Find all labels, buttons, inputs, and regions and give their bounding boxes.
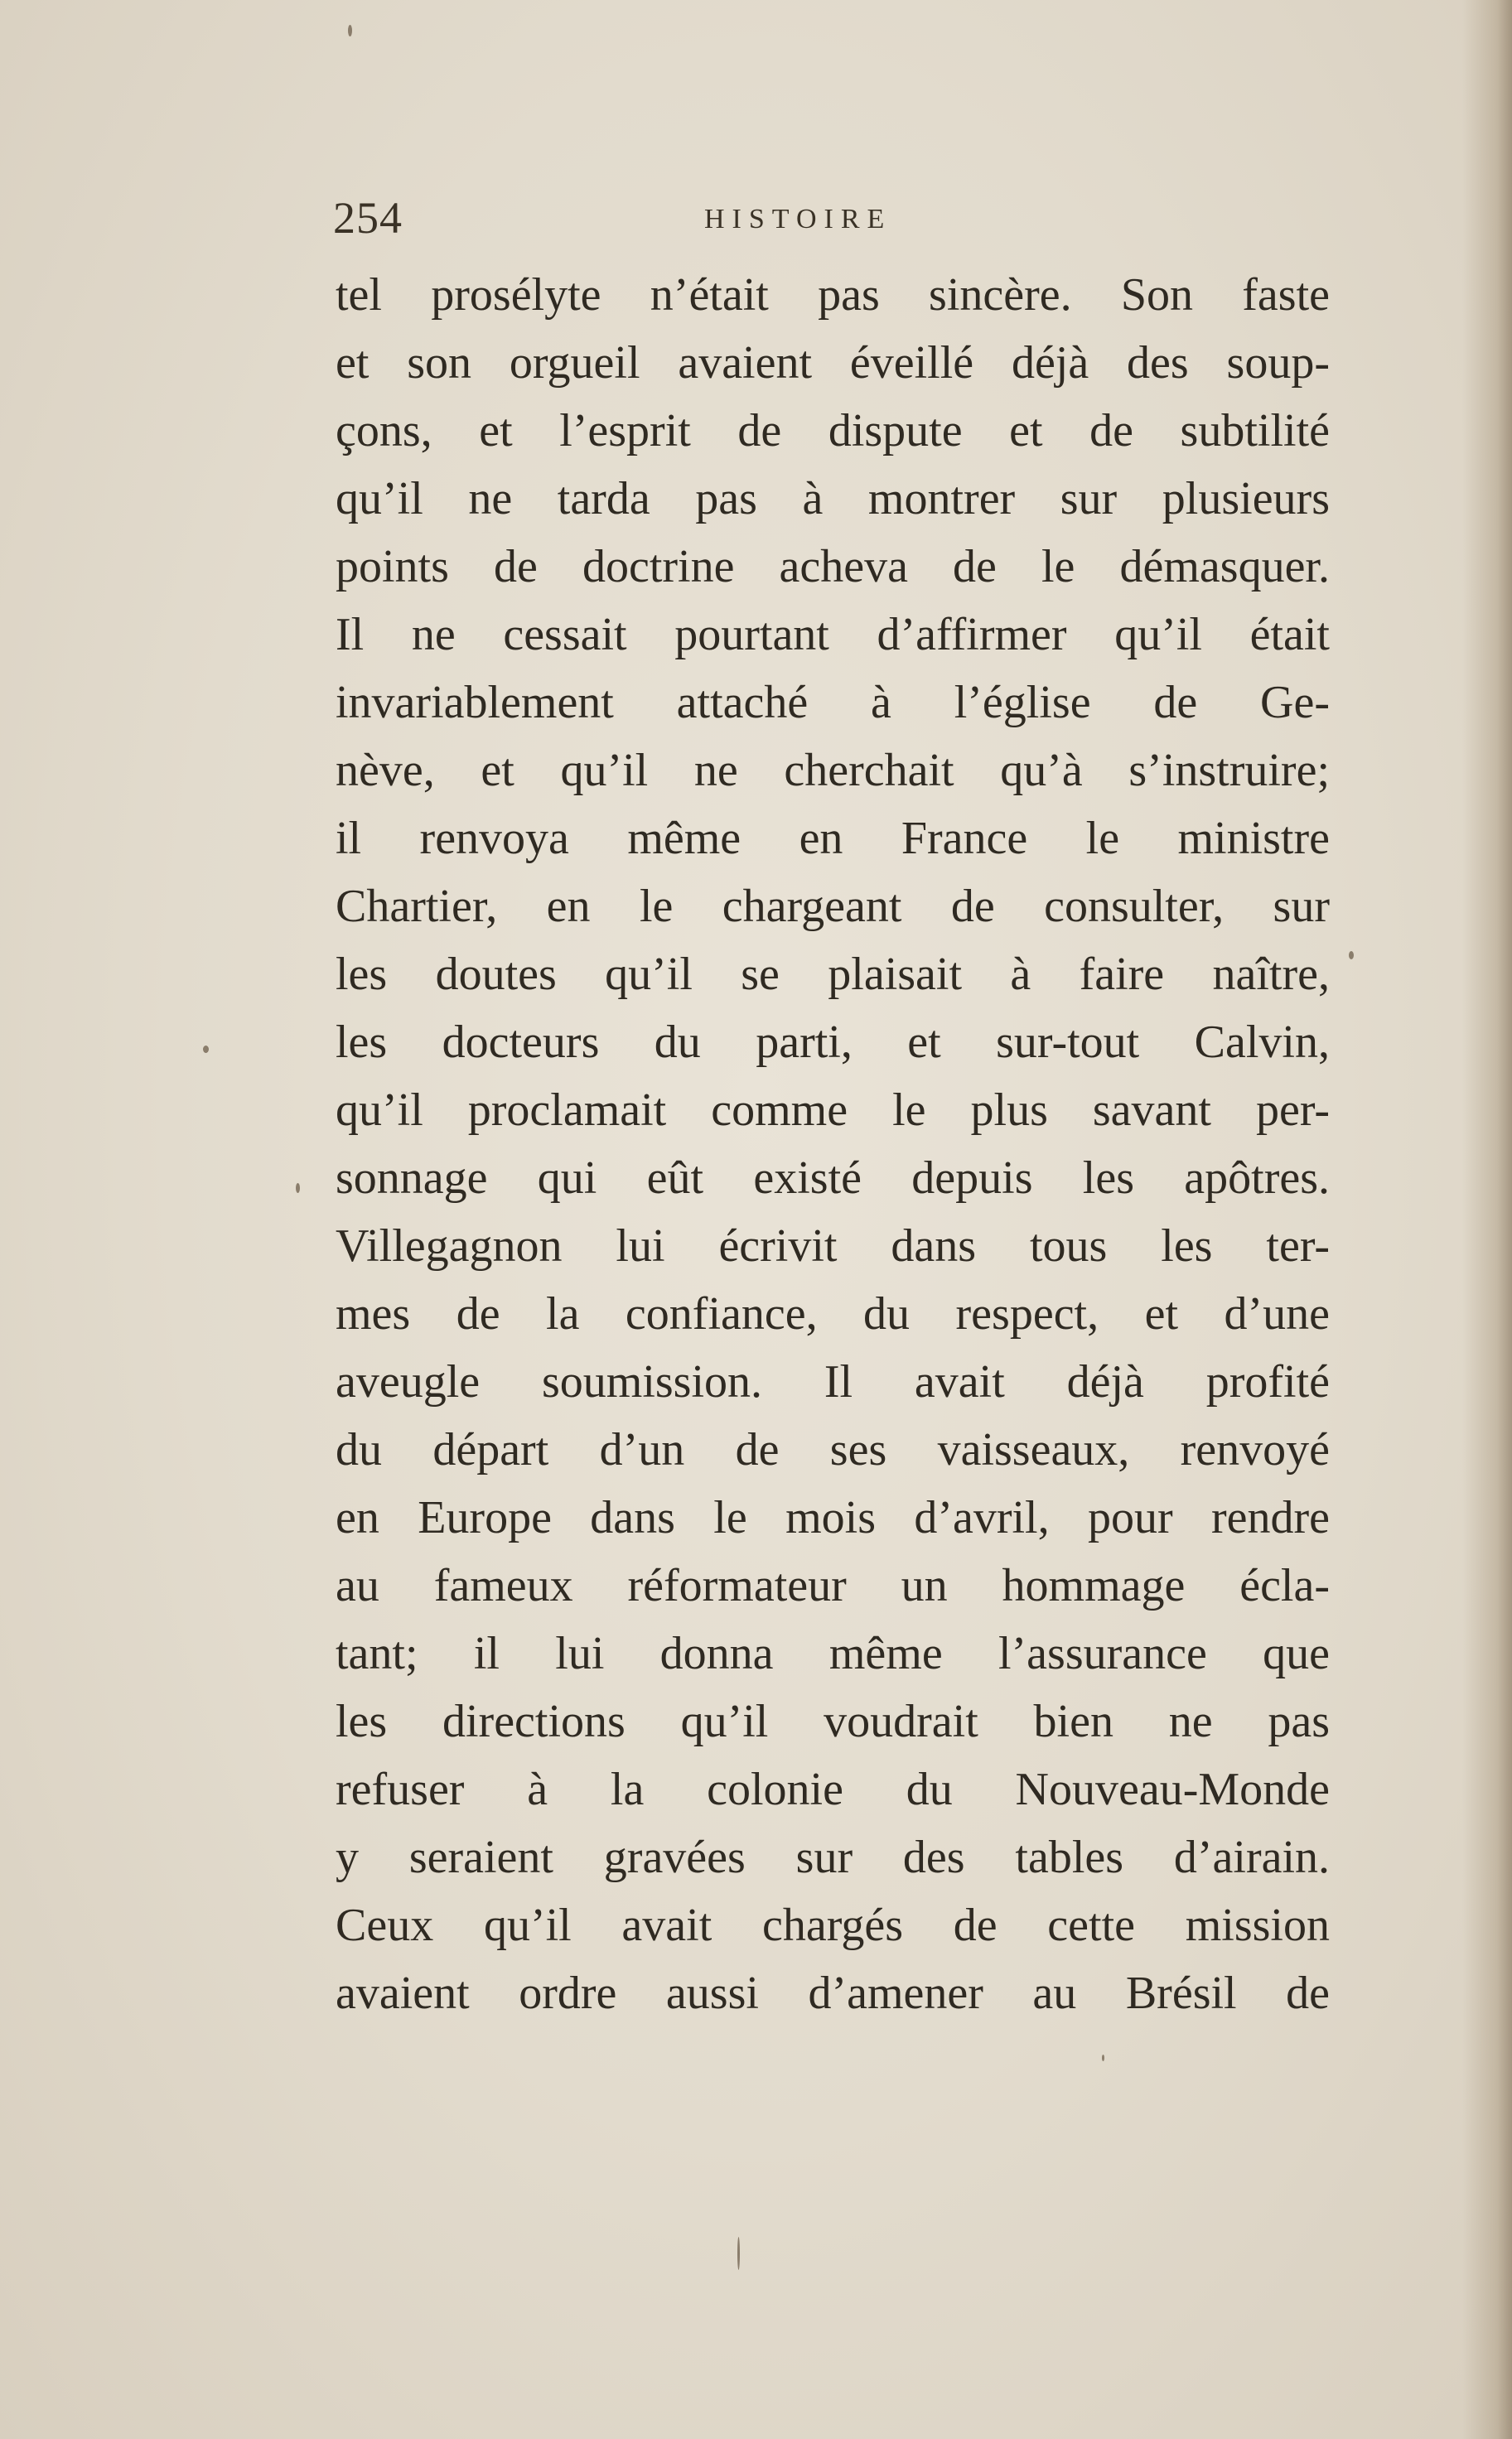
text-line: qu’il ne tarda pas à montrer sur plusieurs bbox=[336, 473, 1330, 524]
text-line: invariablement attaché à l’église de Ge- bbox=[336, 677, 1330, 728]
running-title: HISTOIRE bbox=[704, 204, 892, 234]
text-line: et son orgueil avaient éveillé déjà des soup- bbox=[336, 337, 1330, 389]
paper-speck bbox=[348, 25, 352, 36]
text-line: les doutes qu’il se plaisait à faire naître, bbox=[336, 949, 1330, 1000]
text-line: çons, et l’esprit de dispute et de subtilité bbox=[336, 405, 1330, 456]
text-line: points de doctrine acheva de le démasquer. bbox=[336, 541, 1330, 592]
body-text bbox=[336, 261, 1330, 2027]
text-line: qu’il proclamait comme le plus savant per- bbox=[336, 1084, 1330, 1136]
paper-speck bbox=[296, 1183, 300, 1193]
text-line: Chartier, en le chargeant de consulter, sur bbox=[336, 881, 1330, 932]
text-line: aveugle soumission. Il avait déjà profité bbox=[336, 1356, 1330, 1408]
text-line: au fameux réformateur un hommage écla- bbox=[336, 1560, 1330, 1611]
text-line: en Europe dans le mois d’avril, pour rendre bbox=[336, 1492, 1330, 1543]
text-line: Ceux qu’il avait chargés de cette mission bbox=[336, 1900, 1330, 1951]
text-line: du départ d’un de ses vaisseaux, renvoyé bbox=[336, 1424, 1330, 1475]
text-line: y seraient gravées sur des tables d’airain. bbox=[336, 1832, 1330, 1883]
paper-speck bbox=[203, 1046, 209, 1053]
text-line: les directions qu’il voudrait bien ne pas bbox=[336, 1696, 1330, 1747]
text-line: nève, et qu’il ne cherchait qu’à s’instruire; bbox=[336, 745, 1330, 796]
text-line: avaient ordre aussi d’amener au Brésil de bbox=[336, 1968, 1330, 2019]
paper-speck bbox=[1102, 2055, 1104, 2061]
text-line: Villegagnon lui écrivit dans tous les ter- bbox=[336, 1220, 1330, 1272]
text-line: Il ne cessait pourtant d’affirmer qu’il était bbox=[336, 609, 1330, 660]
text-line: tant; il lui donna même l’assurance que bbox=[336, 1628, 1330, 1679]
text-line: tel prosélyte n’était pas sincère. Son faste bbox=[336, 269, 1330, 321]
text-line: il renvoya même en France le ministre bbox=[336, 813, 1330, 864]
page-header bbox=[333, 189, 1327, 247]
text-line: les docteurs du parti, et sur-tout Calvin, bbox=[336, 1017, 1330, 1068]
text-line: mes de la confiance, du respect, et d’une bbox=[336, 1288, 1330, 1340]
page-edge-shadow bbox=[1462, 0, 1512, 2439]
paper-speck bbox=[737, 2237, 740, 2270]
text-line: sonnage qui eût existé depuis les apôtres. bbox=[336, 1152, 1330, 1204]
page-number: 254 bbox=[333, 193, 403, 243]
paper-speck bbox=[1349, 951, 1354, 959]
text-line: refuser à la colonie du Nouveau-Monde bbox=[336, 1764, 1330, 1815]
